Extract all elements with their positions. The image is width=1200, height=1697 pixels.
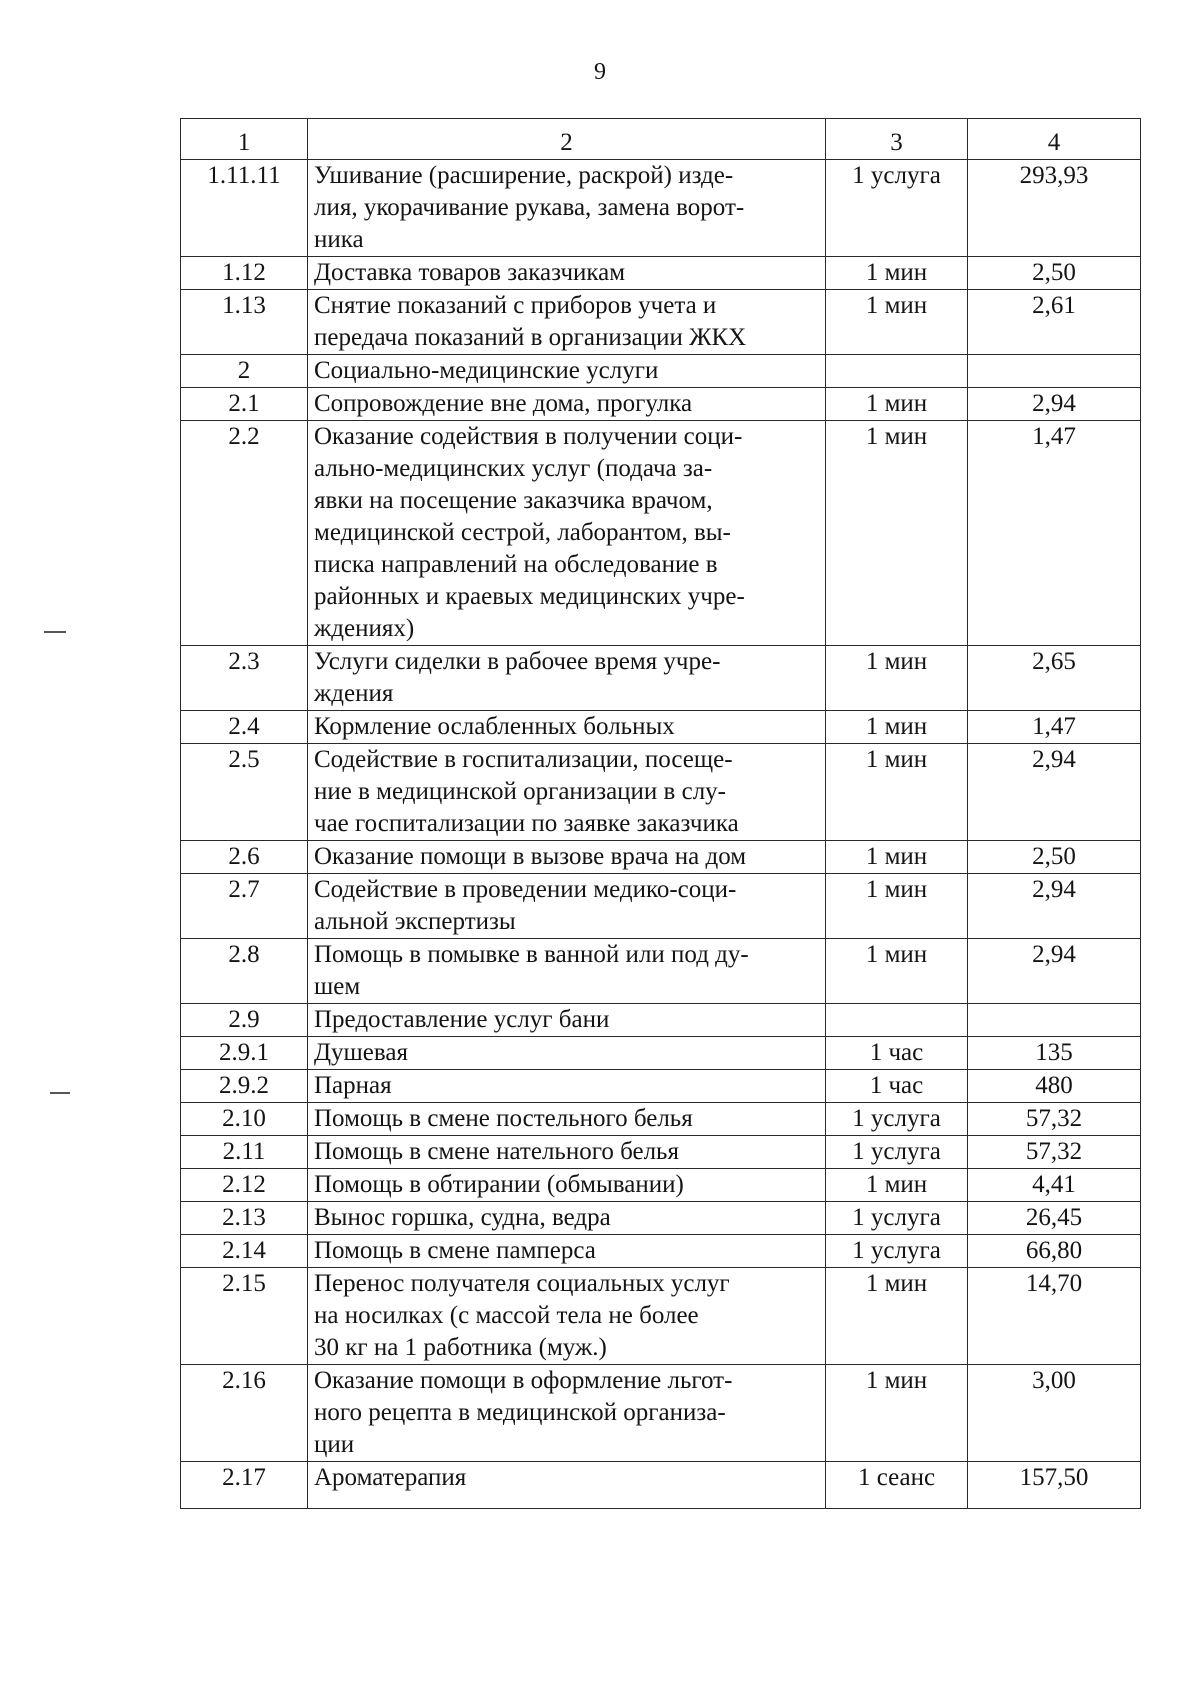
table-row [181,1235,1141,1268]
unit-of-measure: 1 сеанс [826,1462,968,1509]
table-row [181,1365,1141,1462]
service-price: 3,00 [968,1365,1141,1462]
unit-of-measure: 1 мин [826,939,968,1004]
unit-of-measure: 1 мин [826,290,968,355]
unit-of-measure: 1 мин [826,257,968,290]
unit-of-measure: 1 мин [826,711,968,744]
row-number: 2.8 [181,939,308,1004]
row-number: 2.7 [181,874,308,939]
column-header-number: 1 [181,119,308,160]
row-number: 2.6 [181,841,308,874]
row-number: 2.14 [181,1235,308,1268]
unit-of-measure: 1 услуга [826,1235,968,1268]
table-row [181,421,1141,646]
service-price: 14,70 [968,1268,1141,1365]
service-name: Оказание содействия в получении соци- ально-медицинских услуг (подача за- явки на посещение заказчика врачом, медицинской сестрой, лаборантом, вы- писка направлений на обследование в районных и краевых медицинских учре- ждениях) [308,421,826,646]
service-name: Оказание помощи в оформление льгот- ного рецепта в медицинской организа- ции [308,1365,826,1462]
service-price: 57,32 [968,1103,1141,1136]
service-price: 2,94 [968,388,1141,421]
unit-of-measure: 1 мин [826,1365,968,1462]
service-price: 2,94 [968,874,1141,939]
service-price: 293,93 [968,160,1141,257]
table-row [181,939,1141,1004]
table-row [181,355,1141,388]
service-name: Ушивание (расширение, раскрой) изде- лия, укорачивание рукава, замена ворот- ника [308,160,826,257]
service-price [968,1004,1141,1037]
service-price: 2,50 [968,257,1141,290]
service-price: 1,47 [968,711,1141,744]
row-number: 2.15 [181,1268,308,1365]
table-row [181,1070,1141,1103]
row-number: 2.17 [181,1462,308,1509]
unit-of-measure: 1 мин [826,874,968,939]
service-name: Услуги сиделки в рабочее время учре- ждения [308,646,826,711]
page-number: 9 [594,59,606,85]
table-row [181,646,1141,711]
table-row [181,257,1141,290]
row-number: 2.9 [181,1004,308,1037]
service-name: Снятие показаний с приборов учета и передача показаний в организации ЖКХ [308,290,826,355]
table-header-row [181,119,1141,160]
service-name: Доставка товаров заказчикам [308,257,826,290]
unit-of-measure: 1 мин [826,744,968,841]
table-row [181,744,1141,841]
row-number: 1.12 [181,257,308,290]
unit-of-measure [826,1004,968,1037]
column-header-unit: 3 [826,119,968,160]
service-price: 2,65 [968,646,1141,711]
row-number: 2.5 [181,744,308,841]
service-price: 26,45 [968,1202,1141,1235]
column-header-price: 4 [968,119,1141,160]
unit-of-measure: 1 мин [826,1268,968,1365]
service-name: Предоставление услуг бани [308,1004,826,1037]
column-header-name: 2 [308,119,826,160]
service-price: 157,50 [968,1462,1141,1509]
service-name: Содействие в госпитализации, посеще- ние в медицинской организации в слу- чае госпитализации по заявке заказчика [308,744,826,841]
table-row [181,1462,1141,1509]
service-name: Помощь в помывке в ванной или под ду- шем [308,939,826,1004]
scan-mark [44,631,66,633]
table-row [181,1136,1141,1169]
service-name: Парная [308,1070,826,1103]
service-name: Социально-медицинские услуги [308,355,826,388]
row-number: 2.9.1 [181,1037,308,1070]
service-name: Помощь в смене постельного белья [308,1103,826,1136]
unit-of-measure: 1 услуга [826,1136,968,1169]
row-number: 2.10 [181,1103,308,1136]
row-number: 2.13 [181,1202,308,1235]
table-row [181,874,1141,939]
row-number: 2 [181,355,308,388]
service-name: Вынос горшка, судна, ведра [308,1202,826,1235]
service-name: Сопровождение вне дома, прогулка [308,388,826,421]
table-row [181,1169,1141,1202]
unit-of-measure: 1 мин [826,421,968,646]
row-number: 2.1 [181,388,308,421]
row-number: 2.9.2 [181,1070,308,1103]
table-row [181,160,1141,257]
service-price: 2,94 [968,744,1141,841]
service-price: 66,80 [968,1235,1141,1268]
service-price: 57,32 [968,1136,1141,1169]
row-number: 1.13 [181,290,308,355]
service-price: 480 [968,1070,1141,1103]
service-price: 2,61 [968,290,1141,355]
table-row [181,1268,1141,1365]
table-row [181,1103,1141,1136]
table-row [181,1004,1141,1037]
row-number: 1.11.11 [181,160,308,257]
row-number: 2.16 [181,1365,308,1462]
unit-of-measure: 1 час [826,1070,968,1103]
service-price: 4,41 [968,1169,1141,1202]
service-price: 2,50 [968,841,1141,874]
services-table [180,118,1141,1509]
table-row [181,841,1141,874]
unit-of-measure: 1 час [826,1037,968,1070]
table-row [181,1202,1141,1235]
unit-of-measure: 1 услуга [826,1202,968,1235]
table-row [181,711,1141,744]
unit-of-measure: 1 мин [826,841,968,874]
service-price [968,355,1141,388]
scan-mark [50,1092,70,1094]
service-name: Кормление ослабленных больных [308,711,826,744]
table-row [181,388,1141,421]
table-row [181,290,1141,355]
unit-of-measure: 1 мин [826,388,968,421]
row-number: 2.11 [181,1136,308,1169]
service-name: Душевая [308,1037,826,1070]
service-name: Содействие в проведении медико-соци- альной экспертизы [308,874,826,939]
service-price: 135 [968,1037,1141,1070]
unit-of-measure: 1 мин [826,1169,968,1202]
unit-of-measure: 1 услуга [826,1103,968,1136]
service-name: Помощь в смене памперса [308,1235,826,1268]
unit-of-measure: 1 мин [826,646,968,711]
row-number: 2.12 [181,1169,308,1202]
service-name: Оказание помощи в вызове врача на дом [308,841,826,874]
table-row [181,1037,1141,1070]
service-price: 2,94 [968,939,1141,1004]
service-name: Помощь в обтирании (обмывании) [308,1169,826,1202]
unit-of-measure [826,355,968,388]
row-number: 2.4 [181,711,308,744]
row-number: 2.3 [181,646,308,711]
service-price: 1,47 [968,421,1141,646]
service-name: Перенос получателя социальных услуг на носилках (с массой тела не более 30 кг на 1 работника (муж.) [308,1268,826,1365]
service-name: Ароматерапия [308,1462,826,1509]
unit-of-measure: 1 услуга [826,160,968,257]
row-number: 2.2 [181,421,308,646]
service-name: Помощь в смене нательного белья [308,1136,826,1169]
